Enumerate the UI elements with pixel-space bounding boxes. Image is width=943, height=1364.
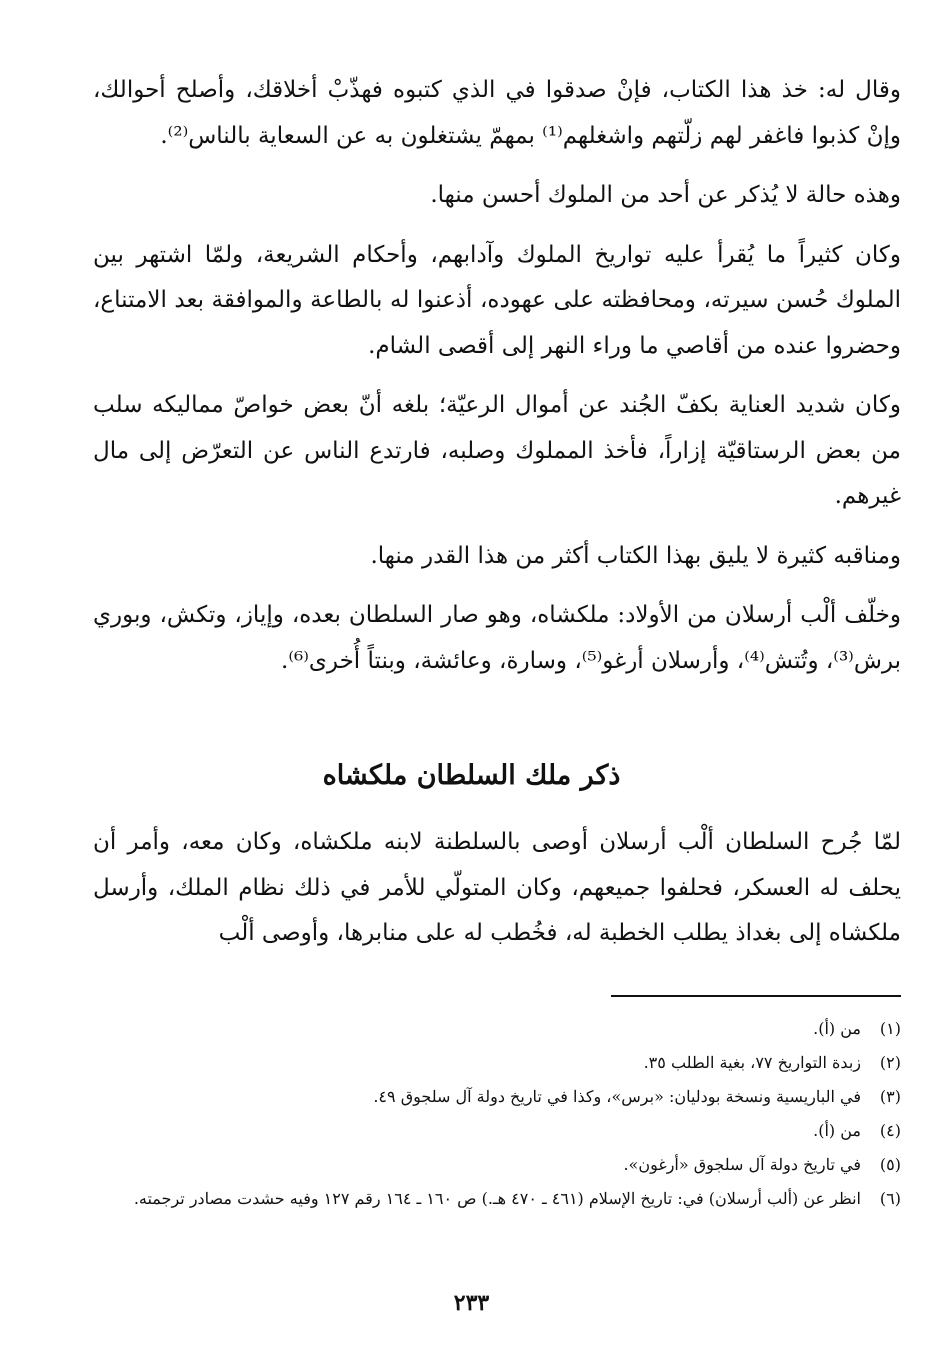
footnote-number: (٤)	[879, 1121, 901, 1140]
footnote-number: (٥)	[879, 1155, 901, 1174]
paragraph-3: وكان كثيراً ما يُقرأ عليه تواريخ الملوك وآدابهم، وأحكام الشريعة، ولمّا اشتهر بين الملوك حُسن سيرته، ومحافظته على عهوده، أذعنوا له بالطاعة والموافقة بعد الامتناع، وحضروا عنده من أقاصي ما وراء النهر إلى أقصى الشام.	[93, 241, 901, 359]
paragraph-4: وكان شديد العناية بكفّ الجُند عن أموال الرعيّة؛ بلغه أنّ بعض خواصّ مماليكه سلب من بعض الرستاقيّة إزاراً، فأخذ المملوك وصلبه، فارتدع الناس عن التعرّض إلى مال غيرهم.	[93, 392, 901, 509]
footnote-text: انظر عن (ألب أرسلان) في: تاريخ الإسلام (٤٦١ ـ ٤٧٠ هـ.) ص ١٦٠ ـ ١٦٤ رقم ١٢٧ وفيه حشدت مصادر ترجمته.	[133, 1189, 861, 1208]
paragraph-1: وقال له: خذ هذا الكتاب، فإنْ صدقوا في الذي كتبوه فهذّبْ أخلاقك، وأصلح أحوالك، وإنْ كذبوا فاغفر لهم زلّتهم واشغلهم⁽¹⁾ بمهمّ يشتغلون به عن السعاية بالناس⁽²⁾.	[93, 77, 901, 149]
paragraph-7: لمّا جُرح السلطان ألْب أرسلان أوصى بالسلطنة لابنه ملكشاه، وكان معه، وأمر أن يحلف له العسكر، فحلفوا جميعهم، وكان المتولّي للأمر في ذلك نظام الملك، وأرسل ملكشاه إلى بغداذ يطلب الخطبة له، فخُطب له على منابرها، وأوصى ألْب	[93, 829, 901, 946]
footnote-item	[93, 1012, 901, 1046]
main-text-bottom	[93, 820, 901, 971]
footnote-text: من (أ).	[813, 1121, 861, 1140]
page-number: ٢٣٣	[453, 1290, 490, 1316]
footnote-item	[93, 1114, 901, 1148]
footnote-divider	[611, 995, 901, 997]
main-text-top	[93, 68, 901, 698]
footnote-text: زبدة التواريخ ٧٧، بغية الطلب ٣٥.	[643, 1053, 861, 1072]
footnote-item	[93, 1080, 901, 1114]
footnote-number: (٦)	[879, 1189, 901, 1208]
paragraph-6: وخلّف ألْب أرسلان من الأولاد: ملكشاه، وهو صار السلطان بعده، وإياز، وتكش، وبوري برش⁽³⁾، وتُتش⁽⁴⁾، وأرسلان أرغو⁽⁵⁾، وسارة، وعائشة، وبنتاً أُخرى⁽⁶⁾.	[93, 602, 901, 674]
footnotes	[93, 1012, 901, 1216]
footnote-item	[93, 1046, 901, 1080]
section-heading: ذكر ملك السلطان ملكشاه	[322, 760, 621, 791]
footnote-number: (٢)	[879, 1053, 901, 1072]
footnote-number: (١)	[879, 1019, 901, 1038]
footnote-text: في الباريسية ونسخة بودليان: «برس»، وكذا في تاريخ دولة آل سلجوق ٤٩.	[373, 1087, 861, 1106]
footnote-item	[93, 1148, 901, 1182]
footnote-text: من (أ).	[813, 1019, 861, 1038]
footnote-item	[93, 1182, 901, 1216]
footnote-number: (٣)	[879, 1087, 901, 1106]
footnote-text: في تاريخ دولة آل سلجوق «أرغون».	[623, 1155, 861, 1174]
paragraph-5: ومناقبه كثيرة لا يليق بهذا الكتاب أكثر من هذا القدر منها.	[370, 542, 901, 569]
paragraph-2: وهذه حالة لا يُذكر عن أحد من الملوك أحسن منها.	[430, 182, 901, 208]
